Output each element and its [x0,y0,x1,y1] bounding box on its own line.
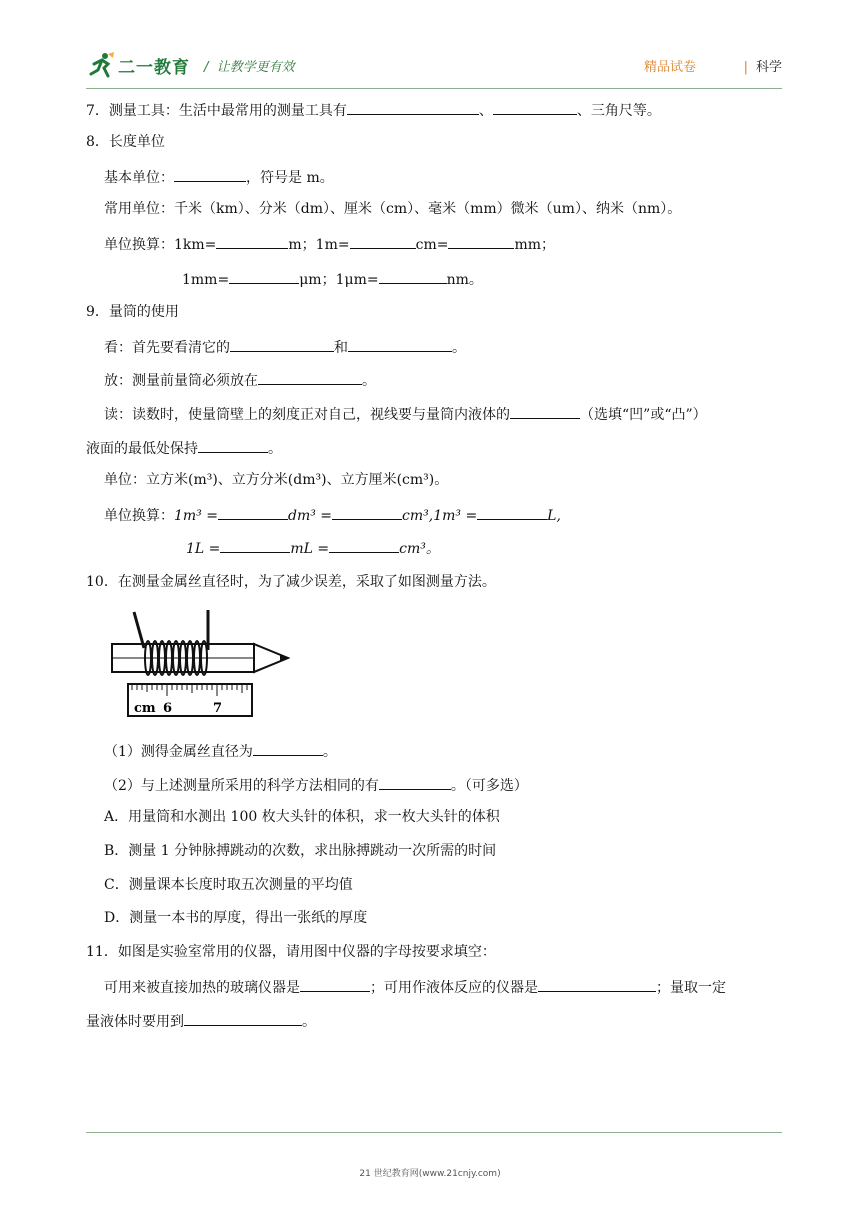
q10-sub2-blank[interactable] [379,774,451,790]
q9-conv1-blank-2[interactable] [332,504,402,520]
question-11-title: 11．如图是实验室常用的仪器，请用图中仪器的字母按要求填空： [86,944,496,960]
q8-conv1-blank-2[interactable] [350,233,416,249]
q9-unit: 单位：立方米(m³)、立方分米(dm³)、立方厘米(cm³)。 [104,472,449,488]
q9-look [104,336,466,358]
q11-l1-c: ；量取一定 [656,980,726,996]
q10-sub2-a: （2）与上述测量所采用的科学方法相同的有 [104,778,379,794]
q7-text-a: 7．测量工具：生活中最常用的测量工具有 [86,103,347,119]
q9-conv2-b: mL = [290,541,330,557]
q9-conv2-c: cm³。 [399,541,440,557]
q7-blank-2[interactable] [493,99,577,115]
q9-conv2-blank-1[interactable] [220,537,290,553]
q9-read-blank-2[interactable] [198,437,268,453]
footer-rule [86,1132,782,1133]
q10-option-d: D．测量一本书的厚度，得出一张纸的厚度 [104,910,368,926]
q10-sub1-blank[interactable] [253,740,323,756]
brand-label: 精品试卷 [643,60,696,75]
q8-base-blank[interactable] [174,166,246,182]
q9-conv1-a: 单位换算： [104,508,174,524]
q11-line-1 [104,976,726,998]
q9-place-a: 放：测量前量筒必须放在 [104,373,258,389]
q9-read [104,403,707,425]
q9-look-c: 。 [452,340,466,356]
q8-conv1-a: 单位换算：1km= [104,237,217,253]
q9-read-a: 读：读数时，使量筒壁上的刻度正对自己，视线要与量筒内液体的 [104,407,510,423]
wire-end-left [134,612,144,648]
question-10-title: 10．在测量金属丝直径时，为了减少误差，采取了如图测量方法。 [86,574,496,590]
q9-read-b: （选填“凹”或“凸”） [580,407,707,423]
q11-l1-a: 可用来被直接加热的玻璃仪器是 [104,980,300,996]
q10-option-b: B．测量 1 分钟脉搏跳动的次数，求出脉搏跳动一次所需的时间 [104,843,497,859]
q11-l2-a: 量液体时要用到 [86,1014,184,1030]
slogan: / 让教学更有效 [204,60,295,75]
q9-conv1-b: 1m³ = [174,508,218,524]
q10-option-c: C．测量课本长度时取五次测量的平均值 [104,877,353,893]
question-8-title: 8．长度单位 [86,134,165,150]
q8-conv1-c: cm= [415,237,449,253]
header-rule [86,88,782,89]
q8-conv2-blank-2[interactable] [379,268,447,284]
q10-sub1-b: 。 [322,744,337,760]
q11-l2-b: 。 [302,1014,316,1030]
q10-sub-1 [104,740,337,762]
q9-conv2-blank-2[interactable] [329,537,399,553]
logo [86,50,190,80]
q9-place [104,369,376,391]
q9-place-blank[interactable] [258,369,362,385]
q8-base-b: ，符号是 m。 [246,170,334,186]
ruler-label-cm: cm [134,701,156,716]
q8-conv2-a: 1mm= [182,272,230,288]
q11-l1-b: ；可用作液体反应的仪器是 [370,980,538,996]
q9-read-blank-1[interactable] [510,403,580,419]
q9-conv1-blank-3[interactable] [477,504,547,520]
q9-look-blank-2[interactable] [348,336,452,352]
question-9-title: 9．量筒的使用 [86,304,179,320]
q11-line-2 [86,1010,316,1032]
q8-conv1-blank-3[interactable] [448,233,514,249]
q10-sub-2 [104,774,528,796]
q7-sep: 、 [478,103,493,119]
q8-conv2-c: nm。 [446,272,483,288]
runner-logo-icon [86,50,116,80]
q8-conv2-b: μm；1μm= [299,272,379,288]
q9-read-c: 液面的最低处保持 [86,441,198,457]
question-7 [86,99,661,121]
q9-conv1-e: L, [547,508,561,524]
q9-conv1-d: cm³,1m³ = [402,508,478,524]
q8-common-units: 常用单位：千米（km）、分米（dm）、厘米（cm）、毫米（mm）微米（um）、纳米（nm）。 [104,201,682,217]
q7-blank-1[interactable] [347,99,479,115]
q9-read-continued [86,437,282,459]
q9-place-b: 。 [362,373,376,389]
q9-look-blank-1[interactable] [230,336,334,352]
q9-conversion-1 [104,504,561,526]
wire-coil-pencil-figure [110,606,290,718]
q9-read-d: 。 [268,441,282,457]
footer-text: 21 世纪教育网(www.21cnjy.com) [359,1169,501,1179]
q8-conversion-1 [104,233,555,255]
q7-text-b: 、三角尺等。 [576,103,661,119]
q9-conv1-blank-1[interactable] [218,504,288,520]
header-separator: | [743,60,748,75]
q10-sub2-b: 。（可多选） [450,778,528,794]
subject-label [736,56,782,75]
logo-text: 二一教育 [118,57,190,78]
ruler-label-6: 6 [163,701,173,716]
subject-text: 科学 [755,60,782,75]
q10-sub1-a: （1）测得金属丝直径为 [104,744,253,760]
ruler-label-7: 7 [213,701,223,716]
q11-blank-1[interactable] [300,976,370,992]
page-header [86,44,786,88]
q8-conversion-2 [182,268,483,290]
q9-conv2-a: 1L = [186,541,221,557]
q9-look-b: 和 [334,340,348,356]
q8-base-a: 基本单位： [104,170,174,186]
q9-conv1-c: dm³ = [287,508,333,524]
q9-conversion-2 [186,537,440,559]
q10-option-a: A．用量筒和水测出 100 枚大头针的体积，求一枚大头针的体积 [104,809,500,825]
slogan-text: 让教学更有效 [216,60,295,75]
q11-blank-2[interactable] [538,976,656,992]
q8-conv2-blank-1[interactable] [229,268,299,284]
q8-conv1-b: m；1m= [288,237,350,253]
q8-conv1-d: mm； [514,237,556,253]
q9-look-a: 看：首先要看清它的 [104,340,230,356]
q11-blank-3[interactable] [184,1010,302,1026]
q8-base-unit [104,166,334,188]
q8-conv1-blank-1[interactable] [216,233,288,249]
